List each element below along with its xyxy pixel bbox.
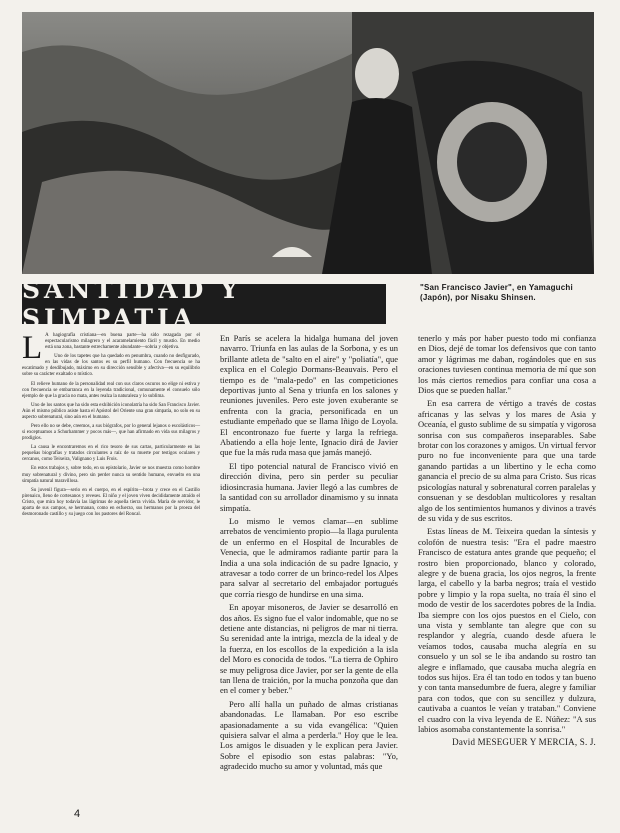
paragraph-2-2: El tipo potencial natural de Francisco vivió en dirección divina, pero sin perder su peculiar idiosincrasia humana. Javier llegó a las cumbres de la santidad con su arrollador dinamismo y su innata simpatía. [220,460,398,513]
text-column-3 [418,333,596,748]
text-column-2 [220,333,398,775]
photo-caption: "San Francisco Javier", en Yamaguchi (Japón), por Nisaku Shinsen. [420,283,573,302]
page-number: 4 [74,808,81,820]
saint-francis-xavier-photo [22,12,594,274]
paragraph-1-8: Su juvenil figura—serio en el cuerpo, en el espíritu—brota y crece en el Castillo pirenaico, lleno de cortesanos y reveses. El niño y el joven viven decididamente atraído el Cristo, que mira hoy todavía las lágrimas de aquella tierra vivida. María de servidor, le aparta de sus campos, se hermanan, como en esfuerzo, sus hermanos por la proeza del desmoronado castillo y su juego con los pastores del Roncal. [22,487,200,518]
paragraph-1-3: El relieve humano de la personalidad real con sus claros oscuros no elige ni estiva y con frecuencia se embarranca en la leyenda tradicional, comunamente el consuelo sólo ejemplo de que la gracia no mata, antes realza la naturaleza y lo sublima. [22,381,200,399]
paragraph-3-1: tenerlo y más por haber puesto todo mi confianza en Dios, dejé de tomar los defensivos que con tanto amor y lágrimas me daban, rogándoles que en sus oraciones tuviesen continua memoria de mí que son los más ciertos remedios para confiar una cosa a Dios que se pueden hallar." [418,333,596,396]
paragraph-2-1: En París se acelera la hidalga humana del joven navarro. Triunfa en las aulas de la Sorbona, y es un brillante atleta de "salto en el aire" y "poliatía", que explica en el Colegio Dormans-Beauvais. Pero el tiempo es de "mala-pedo" en las competiciones deportivas junto al Sena y triunfa en los salones y reuniones juveniles. Pero este joven exuberante se enfrenta con la gracia, personificada en un estudiante empeñado que se llama Iñigo de Loyola. El encontronazo fue fuerte y larga la refriega. Abatiendo a ella hoje lente, Ignacio dirá de Javier que fue la más ruda masa que jamás manejó. [220,333,398,458]
article-title: SANTIDAD Y SIMPATIA [22,284,386,324]
author-signature: David MESEGUER Y MERCIA, S. J. [452,737,596,748]
paragraph-3-2: En esa carrera de vértigo a través de costas africanas y las selvas y los mares de Asia y Oceanía, el gusto sublime de su simpatía y vigorosa sonrisa con sus compañeros inseparables. Sabe brotar con los corazones y amigos. Un virtual fervor puro no fue inconveniente para que una tarde ganando partidas a un libertino y le echa como ganancia el precio de su alma para Cristo. Sus ricas psicologías natural y sobrenatural corren paralelas y consuenan y se desdoblan multicolores y resaltan algo de los sentimientos humanos y divinos a través de su vida y de sus escritos. [418,398,596,523]
drop-cap: L [22,330,43,366]
paragraph-1-6: La causa le encontraremos en el rico tesoro de sus cartas, particularmente en las pequeñas biografías y tratados circulantes a raíz de su muerte por testigos oculares y cercanos, como Teixeira, Valignano y Luis Frois. [22,445,200,463]
paragraph-1-1: L A hagiografía cristiana—en buena parte—ha sido rezagada por el espectacularismo milagrero y el acaramelamiento fácil y mustio. En medio está una zona, bastante estrechamente abundante—sobria y objetiva. [22,330,200,366]
paragraph-2-3: Lo mismo le vemos clamar—en sublime arrebatos de vencimiento propio—la llaga purulenta de un enfermo en el Hospital de Incurables de Venecia, que le admiramos radiante partir para la India a una sola indicación de su padre Ignacio, y atravesar a todo correr de un brinco-redel los Alpes para salvar al secretario del embajador portugués que corría riesgo de hundirse en una sima. [220,515,398,599]
paragraph-1-5: Pero ello no se debe, creemos, a sus biógrafos, por lo general lejanos o escolásticos—si exceptuamos a Schurhammer y pocos más—, que han afirmado en vida sus milagros y prodigios. [22,424,200,442]
paragraph-1-7: En estos trabajos y, sobre todo, en su epistolario, Javier se nos muestra como hombre muy sobrenatural y divino, pero sin perder nunca su sentido humano, envuelto en una simpatía natural maravillosa. [22,466,200,484]
paragraph-1-2: Uno de los tapetes que ha quedado en penumbra, cuando no desfigurado, en las vidas de los santos es su perfil humano. Con frecuencia se ha escatimado y desdibujado, máximo en su dirección sensible y afectiva—en su equilibrio sobre su carácter exaltado o místico. [22,354,200,378]
paragraph-2-4: En apoyar misoneros, de Javier se desarrolló en dos años. Es signo fue el valor indomable, que no se detiene ante distancias, ni peligros de mar ni tierra. Su serenidad ante la intriga, mezcla de la ideal y de la fuerza, en los escollos de la expedición a la isla del Moro es conocida de todos. "La tierra de Ophiro se muy peligrosa dice Javier, por ser la gente de ella tan llena de traición, por la mucha ponzoña que dan en el comer y beber." [220,602,398,696]
paragraph-1-4: Uno de los santos que ha sido esta exhibición iconolatría ha sido San Francisco Javier. Aún el mismo público asiste hasta el Apóstol del Oriente una gran simpatía, no solo en su aspecto sobrenatural, sino aún en el humano. [22,402,200,420]
text-column-1 [22,330,200,811]
paragraph-3-3: Estas líneas de M. Teixeira quedan la síntesis y colofón de nuestra tesis: "Era el padre maestro Francisco de estatura antes grande que pequeño; el rostro bien proporcionado, blanco y colorado, alegre y de buena gracia, los ojos negros, la frente larga, el cabello y la barba negros; traía el vestido pobre y limpio y la ropa suelta, no traía él sino el modo de vestir de los sacerdotes pobres de la India. Iba siempre con los ojos puestos en el Cielo, con una vista y semblante tan alegre que con su resplandor y alegría, cuando desde afuera le veíamos todos, causaba mucha alegría en su consuelo y un sol se le iba andando su rostro tan alegre e inflamado, que causaba mucha alegría en todos sus hijos. Era él tan todo en todos y tan bueno y con tanta mansedumbre de fuera, alegre y familiar para con todos, que con su sencillez y dulzura, cautivaba a cuantos le veían y trataban." Conviene el cuadro con la viva leyenda de E. Núñez: "A sus labios asomaba constantemente la sonrisa." [418,526,596,735]
paragraph-2-5: Pero allí halla un puñado de almas cristianas abandonadas. Le llamaban. Por eso escribe apasionadamente a su vida evangélica: "Quien quisiera salvar el alma a perderla." Hoy que le lea. Los amigos le disuaden y le explican pera Javier. Sobre el episodio son estas palabras: "Yo, agradecido mucho su amor y voluntad, más que [220,698,398,772]
